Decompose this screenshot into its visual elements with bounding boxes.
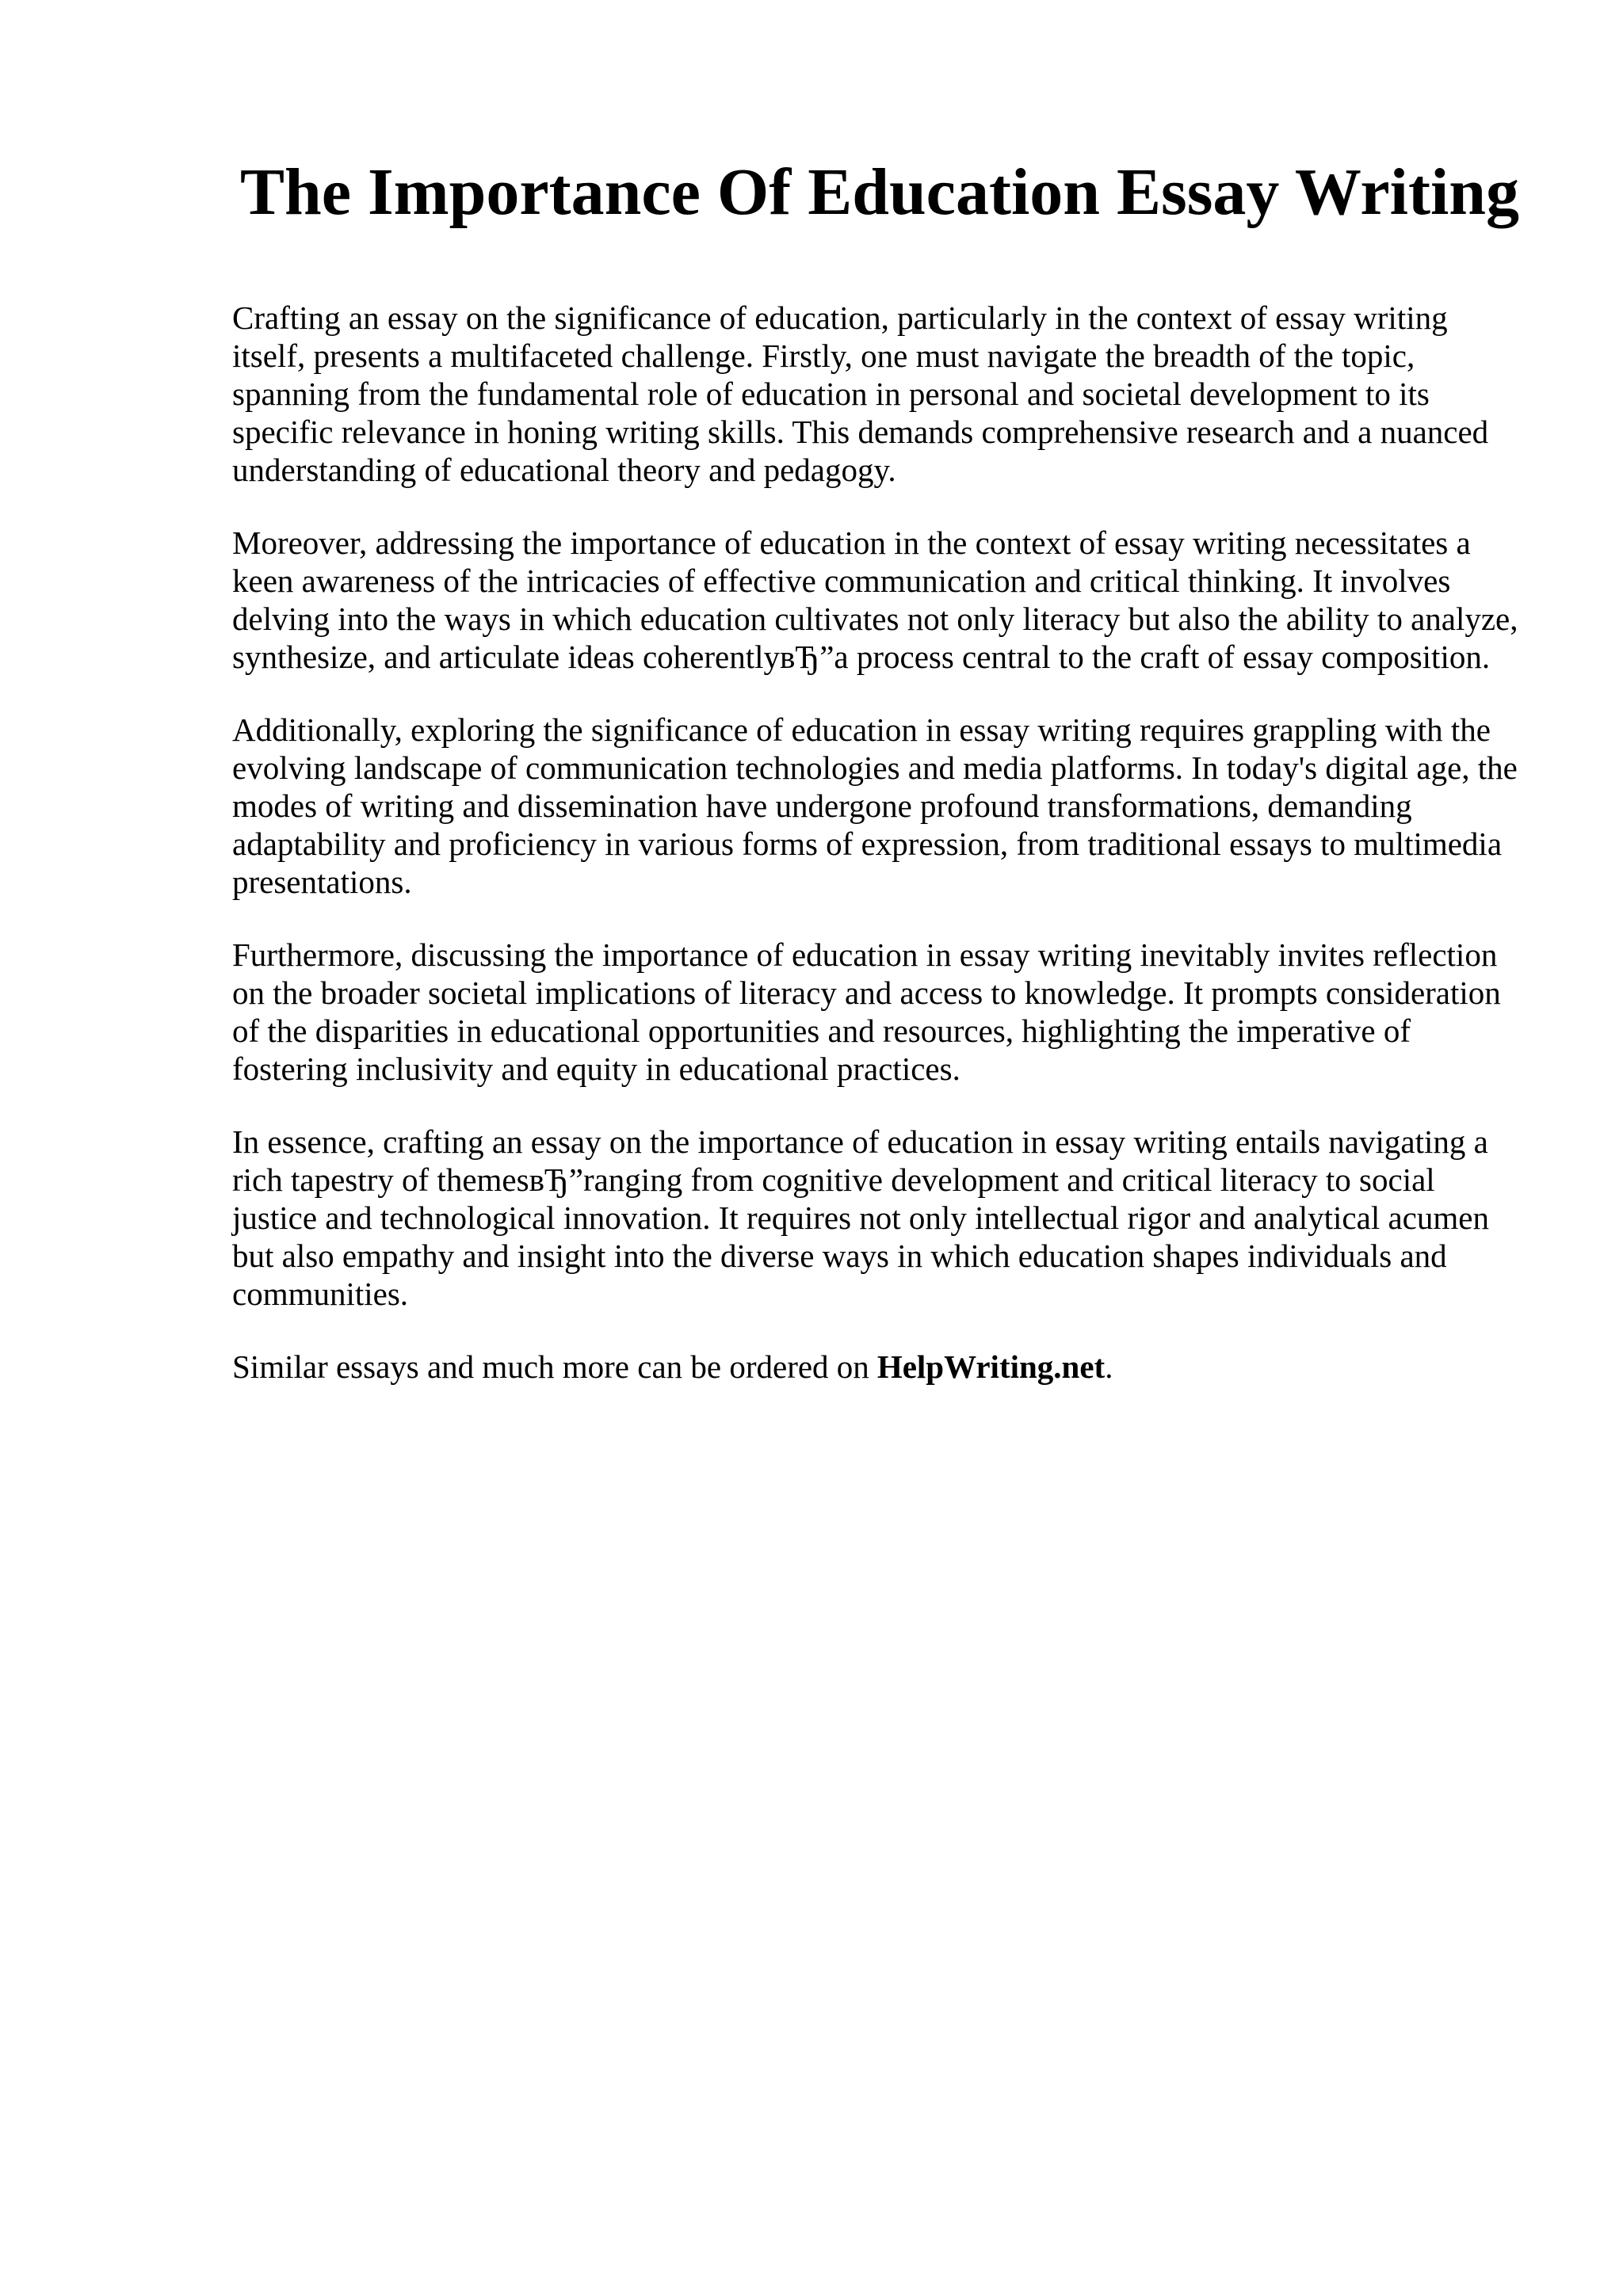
footer-brand-link[interactable]: HelpWriting.net — [876, 1348, 1106, 1385]
footer-line — [232, 1348, 1527, 1386]
paragraph-2: Moreover, addressing the importance of education in the context of essay writing necessitates a keen awareness of the intricacies of effective communication and critical thinking. It involves delving into the ways in which education cultivates not only literacy but also the ability to analyze, synthesize, and articulate ideas coherentlyвЂ”a process central to the craft of essay composition. — [232, 524, 1518, 675]
document-body — [232, 299, 1527, 1386]
paragraph-3: Additionally, exploring the significance of education in essay writing requires grappling with the evolving landscape of communication technologies and media platforms. In today's digital age, the modes of writing and dissemination have undergone profound transformations, demanding adaptability and proficiency in various forms of expression, from traditional essays to multimedia presentations. — [232, 711, 1518, 900]
footer-prefix: Similar essays and much more can be ordered on — [232, 1348, 869, 1385]
footer-suffix: . — [1105, 1348, 1113, 1385]
paragraph-1: Crafting an essay on the significance of education, particularly in the context of essay writing itself, presents a multifaceted challenge. Firstly, one must navigate the breadth of the topic, spanning from the fundamental role of education in personal and societal development to its specific relevance in honing writing skills. This demands comprehensive research and a nuanced understanding of educational theory and pedagogy. — [232, 299, 1489, 488]
paragraph-4: Furthermore, discussing the importance of education in essay writing inevitably invites reflection on the broader societal implications of literacy and access to knowledge. It prompts consideration of the disparities in educational opportunities and resources, highlighting the imperative of fostering inclusivity and equity in educational practices. — [232, 936, 1501, 1087]
document-title: The Importance Of Education Essay Writing — [239, 155, 1520, 229]
paragraph-5: In essence, crafting an essay on the importance of education in essay writing entails navigating a rich tapestry of themesвЂ”ranging from cognitive development and critical literacy to social justice and technological innovation. It requires not only intellectual rigor and analytical acumen but also empathy and insight into the diverse ways in which education shapes individuals and communities. — [232, 1123, 1489, 1312]
